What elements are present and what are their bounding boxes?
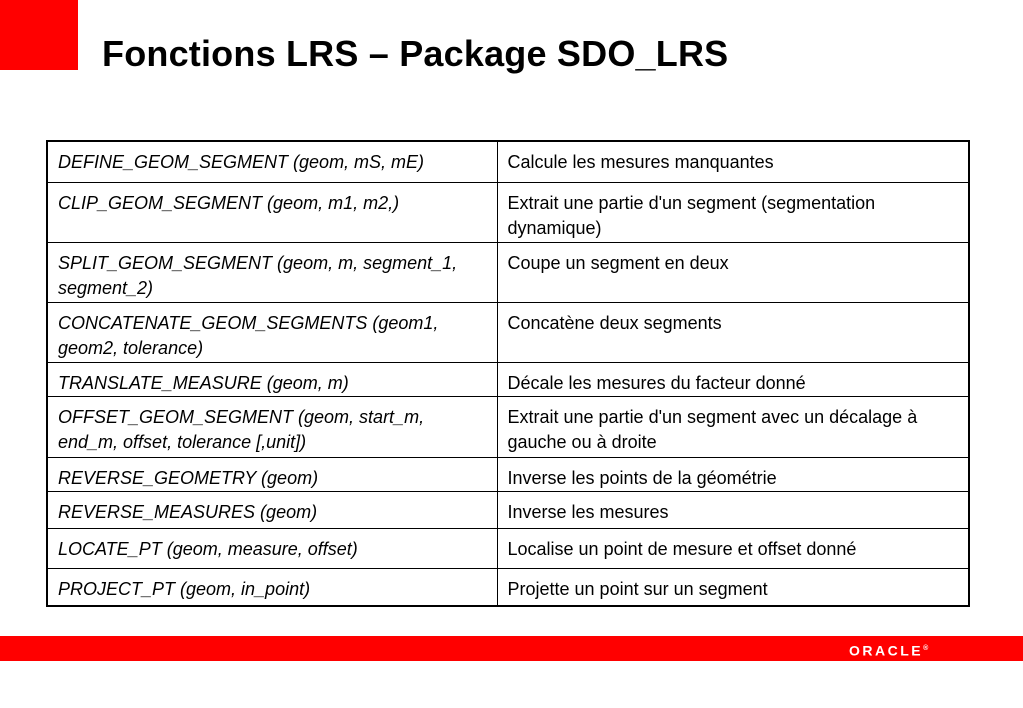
function-name-cell: SPLIT_GEOM_SEGMENT (geom, m, segment_1, segment_2) [48,242,497,302]
function-description-cell: Localise un point de mesure et offset donné [497,528,968,568]
table-row [48,568,968,605]
function-name-cell: OFFSET_GEOM_SEGMENT (geom, start_m, end_m, offset, tolerance [,unit]) [48,396,497,457]
table-row [48,457,968,491]
function-description-cell: Coupe un segment en deux [497,242,968,302]
function-description-cell: Décale les mesures du facteur donné [497,362,968,396]
function-name-cell: DEFINE_GEOM_SEGMENT (geom, mS, mE) [48,142,497,182]
functions-table-frame [46,140,970,607]
function-name-cell: LOCATE_PT (geom, measure, offset) [48,528,497,568]
function-name-cell: PROJECT_PT (geom, in_point) [48,568,497,605]
function-description-cell: Calcule les mesures manquantes [497,142,968,182]
registered-mark-icon: ® [923,645,929,652]
function-description-cell: Projette un point sur un segment [497,568,968,605]
table-row [48,142,968,182]
oracle-logo [849,640,928,660]
function-description-cell: Extrait une partie d'un segment (segmentation dynamique) [497,182,968,242]
corner-accent-block [0,0,78,70]
function-name-cell: TRANSLATE_MEASURE (geom, m) [48,362,497,396]
table-row [48,491,968,528]
oracle-logo-text: ORACLE [849,642,924,659]
function-description-cell: Inverse les mesures [497,491,968,528]
function-description-cell: Inverse les points de la géométrie [497,457,968,491]
function-name-cell: CONCATENATE_GEOM_SEGMENTS (geom1, geom2, tolerance) [48,302,497,362]
table-row [48,528,968,568]
function-description-cell: Concatène deux segments [497,302,968,362]
function-name-cell: CLIP_GEOM_SEGMENT (geom, m1, m2,) [48,182,497,242]
table-row [48,396,968,457]
slide-title: Fonctions LRS – Package SDO_LRS [102,33,729,74]
table-row [48,362,968,396]
functions-table [48,142,968,605]
function-name-cell: REVERSE_MEASURES (geom) [48,491,497,528]
table-row [48,302,968,362]
function-name-cell: REVERSE_GEOMETRY (geom) [48,457,497,491]
table-row [48,242,968,302]
table-row [48,182,968,242]
function-description-cell: Extrait une partie d'un segment avec un décalage à gauche ou à droite [497,396,968,457]
